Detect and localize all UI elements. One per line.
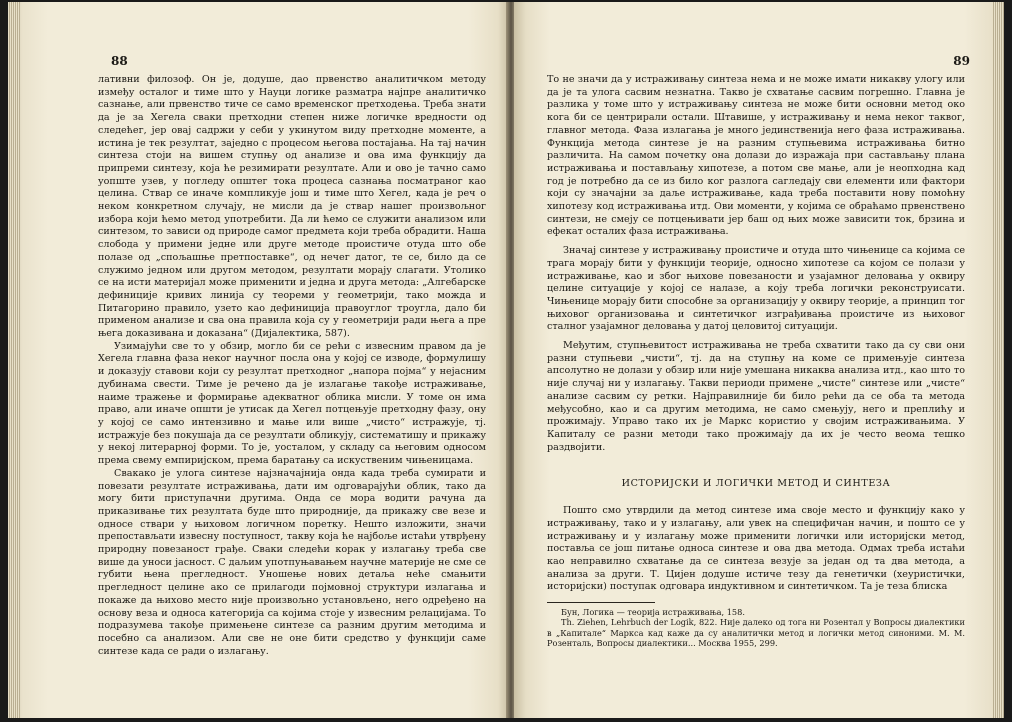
footnote: Th. Ziehen, Lehrbuch der Logik, 822. Није далеко од тога ни Розентал у Вопросы диалектики в „Капитале“ Маркса кад каже да су аналитички метод и логички метод синоними. М. М. Розенталь, Вопросы диалектики... Москва 1955, 299. — [547, 617, 965, 649]
right-page — [514, 2, 1004, 718]
page-edge-right — [992, 2, 1004, 718]
page-number-left: 88 — [111, 54, 128, 68]
page-edge-left — [8, 2, 20, 718]
paragraph: лативни филозоф. Он је, додуше, дао првенство аналитичком методу између осталог и тиме што у Науци логике разматра најпре аналитичко сазнање, али првенство тиче се само временског претходења. Треба знати да је за Хегела сваки претходни степен ниже логичке вредности од следећег, јер овај садржи у себи у укинутом виду претходне моменте, а истина је тек резултат, заједно с процесом његова постајања. На тај начин синтеза стоји на вишем ступњу од анализе и ова има функцију да припреми синтезу, која ће резимирати резултате. Али и ово је тачно само уопште узев, у погледу општег тока процеса сазнања посматраног као целина. Ствар се иначе компликује још и тиме што Хегел, када је реч о неком конкретном случају, не мисли да је ствар нашег произвољног избора који ћемо метод употребити. Да ли ћемо се служити анализом или синтезом, то зависи од природе самог предмета који треба обрадити. Наша слобода у примени једне или друге методе проистиче отуда што обе полазе од „спољашње претпоставке“, од нечег датог, те се, било да се служимо једном или другом методом, резултати морају слагати. Утолико се на исти материјал може применити и једна и друга метода: „Алгебарске дефиниције кривих линија су теореми у геометрији, тако можда и Питагорино правило, узето као дефиниција правоуглог троугла, дало би применом анализе и сва она правила која су у геометрији ради њега а пре њега доказивана и доказана“ (Дијалектика, 587). — [98, 74, 486, 340]
book-spread — [8, 2, 1004, 718]
paragraph: Узимајући све то у обзир, могло би се рећи с извесним правом да је Хегела главна фаза неког научног посла она у којој се изводе, формулишу и доказују ставови који су резултат претходног „напора појма“ у нејасним дубинама свести. Тиме је речено да је излагање такође истраживање, наиме тражење и формирање адекватног облика мисли. У томе он има право, али иначе општи је утисак да Хегел потцењује претходну фазу, ону у којој се само интензивно и мање или више „чисто“ истражује, тј. истражује без покушаја да се резултати обликују, систематишу и прикажу у некој литерарној форми. То је, уосталом, у складу са његовим односом према свему емпиријском, према баратању са искуственим чињеницама. — [98, 340, 486, 467]
paragraph: То не значи да у истраживању синтеза нема и не може имати никакву улогу или да је та улога сасвим незнатна. Такво је схватање сасвим погрешно. Главна је разлика у томе што у истраживању синтеза не може бити основни метод око кога би се центрирали остали. Штавише, у истраживању и нема неког таквог, главног метода. Фаза излагања је много јединственија него фаза истраживања. Функција метода синтезе је на разним ступњевима истраживања битно различита. На самом почетку она долази до изражаја при састављању плана истраживања и постављању хипотезе, а потом све мање, али је неопходна кад год је потребно да се из било ког разлога сагледају сви елементи или фактори који су значајни за даље истраживање, када треба поставити нову помоћну хипотезу код истраживања итд. Ови моменти, у којима се обраћамо првенствено синтези, не смеју се потцењивати јер баш од њих може зависити ток, брзина и ефекат осталих фаза истраживања. — [547, 74, 965, 238]
footnote-rule — [547, 602, 655, 603]
page-number-right: 89 — [953, 54, 970, 68]
left-page — [8, 2, 508, 718]
paragraph: Пошто смо утврдили да метод синтезе има своје место и функцију како у истраживању, тако и у излагању, али увек на специфичан начин, и пошто се у истраживању и у излагању може применити логички или историјски метод, поставља се још питање односа синтезе и ова два метода. Одмах треба истаћи као неправилно схватање да се синтеза везује за један од та два метода, а анализа за други. Т. Цијен додуше истиче тезу да генетички (хеуристички, историјски) поступак одговара индуктивном и синтетичком. Та је теза блиска — [547, 505, 965, 593]
paragraph: Значај синтезе у истраживању проистиче и отуда што чињенице са којима се трага морају бити у функцији теорије, односно хипотезе са којом се полази у истраживање, као и због њихове повезаности и узајамног деловања у оквиру целине ситуације у којој се налазе, а коју треба логички реконструисати. Чињенице морају бити способне за организацију у оквиру теорије, а принцип тог њиховог организовања и синтетичког изграђивања проистиче из њиховог сталног узајамног деловања у датој целовитој ситуацији. — [547, 245, 965, 333]
footnote: Бун, Логика — теорија истраживања, 158. — [561, 607, 745, 618]
left-page-body — [98, 74, 486, 658]
section-heading: ИСТОРИЈСКИ И ЛОГИЧКИ МЕТОД И СИНТЕЗА — [621, 478, 891, 490]
paragraph: Међутим, ступњевитост истраживања не треба схватити тако да су сви они разни ступњеви „чисти“, тј. да на ступњу на коме се примењује синтеза апсолутно не долази у обзир или није умешана никаква анализа итд., као што то није случај ни у излагању. Такви периоди примене „чисте“ синтезе или „чисте“ анализе сасвим су ретки. Најправилније би било рећи да се оба та метода међусобно, као и са другим методима, не само смењују, него и преплићу и прожимају. Управо тако их је Маркс користио у својим истраживањима. У Капиталу се разни методи тако прожимају да их је често веома тешко раздвојити. — [547, 340, 965, 453]
paragraph: Свакако је улога синтезе најзначајнија онда када треба сумирати и повезати резултате истраживања, дати им одговарајући облик, тако да могу бити приступачни другима. Онда се мора водити рачуна да приказивање тих резултата буде што природније, да прикажу све везе и односе ствари у њиховом логичном поретку. Нешто изложити, значи препостављати извесну поступност, такву која ће најбоље истаћи утврђену природну повезаност грађе. Сваки следећи корак у излагању треба све више да уноси јасност. С даљим употпуњавањем научне материје не сме се губити њена прегледност. Уношење нових детаља неће смањити прегледност целине ако се прилагоди појмовној структури излагања и покаже да њихово место није произвољно установљено, него одређено на основу веза и односа категорија са којима стоје у извесним релацијама. То подразумева такође примењене синтезе са разним другим методима и посебно са анализом. Али све не оне бити средство у функцији саме синтезе када се ради о излагању. — [98, 467, 486, 657]
right-page-body — [547, 74, 965, 649]
footnotes — [547, 607, 965, 649]
